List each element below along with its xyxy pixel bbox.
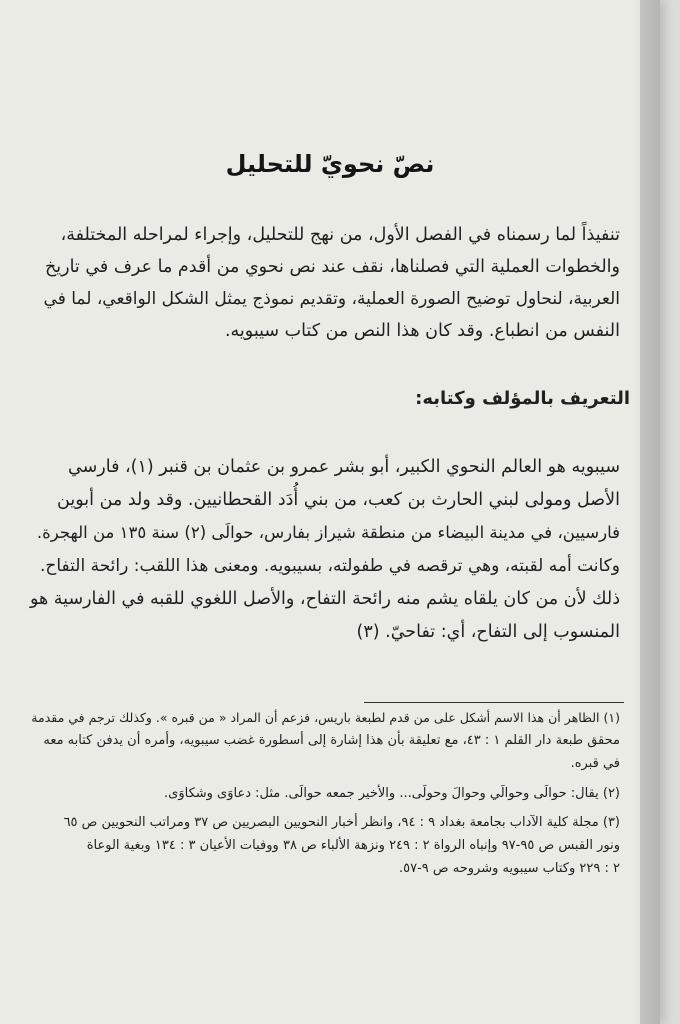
intro-line: والخطوات العملية التي فصلناها، نقف عند نص نحوي من أقدم ما عرف في تاريخ	[44, 257, 620, 277]
section-heading: التعريف بالمؤلف وكتابه:	[415, 388, 630, 409]
footnote-2: (٢) يقال: حوالَى وحوالَي وحوالَ وحولَى... والأخير جمعه حوالَى. مثل: دعاوَى وشكاوَى.	[164, 786, 620, 801]
footnote-1: (١) الظاهر أن هذا الاسم أشكل على من قدم لطبعة باريس، فزعم أن المراد « من قبره ». وكذلك ترجم في مقدمة	[31, 710, 620, 725]
bio-line: المنسوب إلى التفاح، أي: تفاحيّ. (٣)	[356, 622, 620, 642]
footnote-3-cont: ٢ : ٢٢٩ وكتاب سيبويه وشروحه ص ٩-٥٧.	[398, 861, 620, 876]
footnote-1-cont: في قبره.	[570, 756, 620, 771]
intro-line: تنفيذاً لما رسمناه في الفصل الأول، من نهج للتحليل، وإجراء لمراحله المختلفة،	[60, 225, 620, 245]
page-title: نصّ نحويّ للتحليل	[225, 150, 435, 178]
footnote-1-cont: محقق طبعة دار القلم ١ : ٤٣، مع تعليقة بأن هذا إشارة إلى أسطورة غضب سيبويه، وأمره أن يدفن كتابه معه	[43, 733, 620, 748]
bio-line: وكانت أمه لقبته، وهي ترقصه في طفولته، بسيبويه. ومعنى هذا اللقب: رائحة التفاح.	[39, 556, 620, 576]
bio-line: ذلك لأن من كان يلقاه يشم منه رائحة التفاح، والأصل اللغوي للقبه في الفارسية هو	[29, 589, 620, 609]
bio-line: الأصل ومولى لبني الحارث بن كعب، من بني أُدَد القحطانيين. وقد ولد من أبوين	[57, 490, 620, 510]
footnote-3: (٣) مجلة كلية الآداب بجامعة بغداد ٩ : ٩٤، وانظر أخبار النحويين البصريين ص ٣٧ ومراتب النحويين ص ٦٥	[63, 815, 620, 830]
footnote-divider	[364, 702, 624, 703]
footnote-3-cont: ونور القبس ص ٩٥-٩٧ وإنباه الرواة ٢ : ٢٤٩ ونزهة الألباء ص ٣٨ ووفيات الأعيان ٣ : ١٣٤ وبغية الوعاة	[86, 838, 620, 853]
intro-line: النفس من انطباع. وقد كان هذا النص من كتاب سيبويه.	[224, 321, 620, 341]
intro-line: العربية، لنحاول توضيح الصورة العملية، وتقديم نموذج يمثل الشكل الواقعي، لما في	[43, 289, 620, 309]
bio-line: سيبويه هو العالم النحوي الكبير، أبو بشر عمرو بن عثمان بن قنبر (١)، فارسي	[68, 457, 620, 477]
bio-line: فارسيين، في مدينة البيضاء من منطقة شيراز بفارس، حوالَى (٢) سنة ١٣٥ من الهجرة.	[36, 523, 620, 542]
